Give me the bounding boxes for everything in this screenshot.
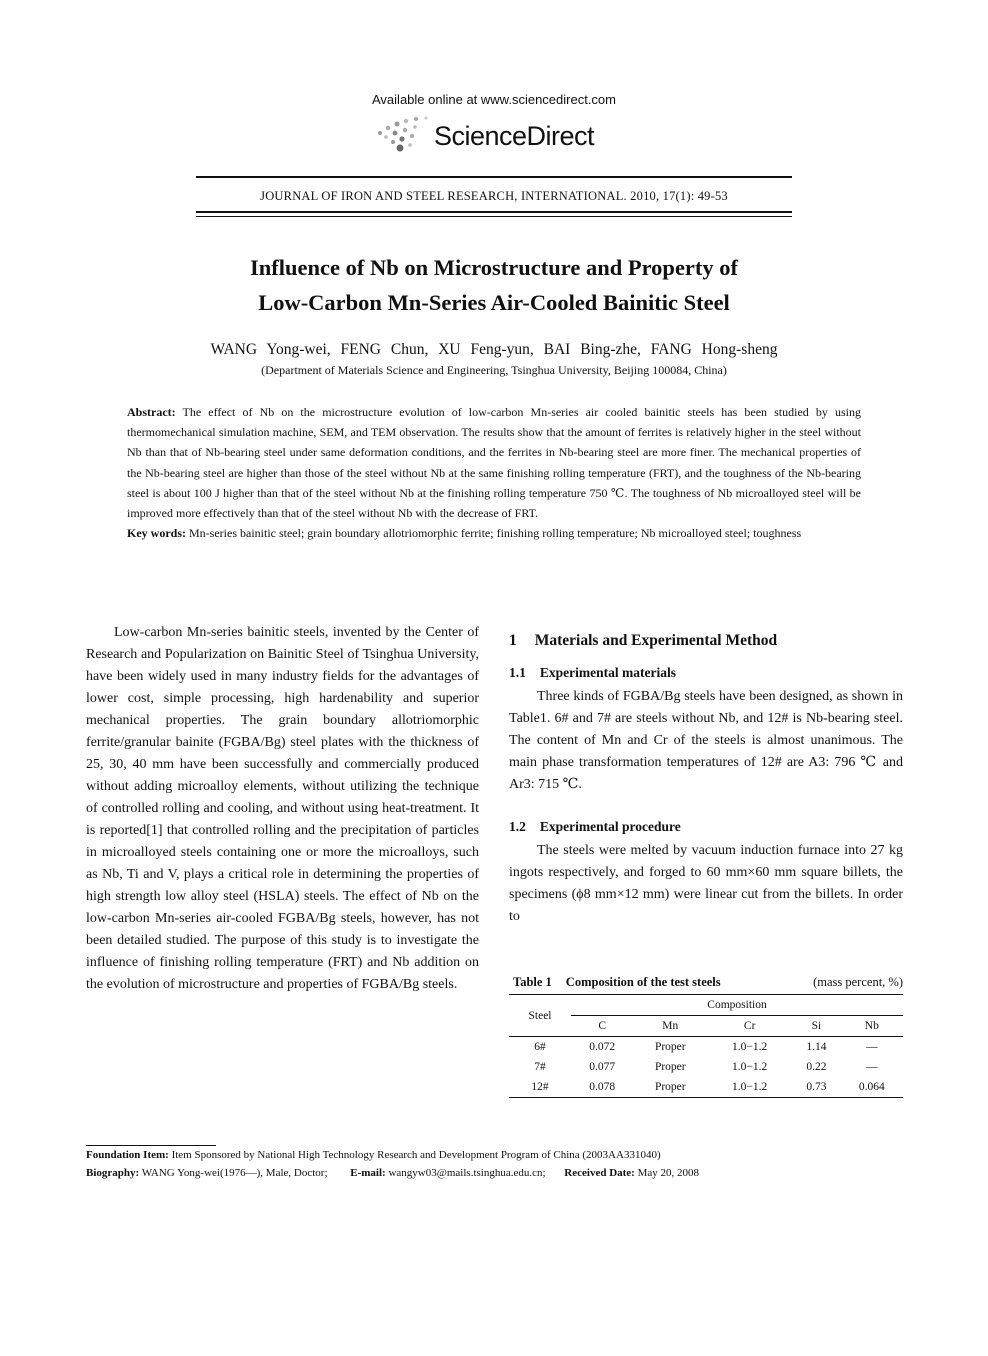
introduction-column: [86, 622, 479, 996]
table-header-c: C: [571, 1016, 633, 1037]
journal-rule-bottom: [196, 211, 792, 213]
author-list: WANG Yong-wei, FENG Chun, XU Feng-yun, BAI Bing-zhe, FANG Hong-sheng: [210, 341, 778, 358]
biography-text: WANG Yong-wei(1976—), Male, Doctor;: [141, 1167, 328, 1179]
footnote-rule: [86, 1145, 216, 1146]
article-title-line2: Low-Carbon Mn-Series Air-Cooled Bainitic Steel: [258, 290, 730, 315]
table-cell: 1.0−1.2: [732, 1041, 768, 1053]
table-header-nb: Nb: [841, 1016, 903, 1037]
table-cell: Proper: [654, 1061, 686, 1073]
table-cell-steel: 6#: [534, 1041, 546, 1053]
table-cell-steel: 12#: [509, 1077, 571, 1098]
abstract-text: The effect of Nb on the microstructure evolution of low-carbon Mn-series air cooled bainitic steels has been studied by using thermomechanical simulation machine, SEM, and TEM observation. The results show that the amount of ferrites is relatively higher in the steel without Nb than that of Nb-bearing steel under same deformation conditions, and the ferrites in Nb-bearing steel are more finer. The mechanical properties of the Nb-bearing steel are higher than those of the steel without Nb at the same finishing rolling temperature (FRT), and the toughness of the Nb-bearing steel is about 100 J higher than that of the steel without Nb at the finishing rolling temperature 750 ℃. The toughness of Nb microalloyed steel will be improved more effectively than that of the steel without Nb with the decrease of FRT.: [127, 405, 861, 521]
abstract-label: Abstract:: [127, 405, 176, 419]
journal-citation: JOURNAL OF IRON AND STEEL RESEARCH, INTERNATIONAL. 2010, 17(1): 49-53: [260, 189, 728, 203]
abstract-paragraph: [127, 402, 861, 523]
foundation-text: Item Sponsored by National High Technology Research and Development Program of China (2003AA331040): [171, 1149, 661, 1161]
section-1-title: Materials and Experimental Method: [534, 632, 778, 649]
author-affiliation: (Department of Materials Science and Engineering, Tsinghua University, Beijing 100084, China): [261, 363, 727, 377]
table-cell: Proper: [633, 1077, 707, 1098]
sciencedirect-logo: [372, 115, 622, 159]
journal-rule-bottom-thin: [196, 216, 792, 217]
foundation-label: Foundation Item:: [86, 1149, 169, 1161]
table-cell: Proper: [654, 1041, 686, 1053]
table-cell: 1.0−1.2: [732, 1061, 768, 1073]
foundation-footnote: [86, 1149, 906, 1161]
table-1-label: Table 1: [513, 975, 552, 989]
table-cell: 0.064: [841, 1077, 903, 1098]
abstract-block: [127, 402, 861, 543]
subsection-1-1-title: Experimental materials: [539, 665, 676, 680]
subsection-1-1-number: 1.1: [509, 665, 526, 680]
section-1-heading: [509, 630, 903, 652]
table-row: [509, 1077, 903, 1098]
table-header-mn: Mn: [633, 1016, 707, 1037]
subsection-1-1-heading: [509, 662, 903, 684]
email-text: wangyw03@mails.tsinghua.edu.cn;: [388, 1167, 546, 1179]
materials-paragraph: Three kinds of FGBA/Bg steels have been designed, as shown in Table1. 6# and 7# are steels without Nb, and 12# is Nb-bearing steel. The content of Mn and Cr of the steels is almost unanimous. The main phase transformation temperatures of 12# are A3: 796 ℃ and Ar3: 715 ℃.: [509, 689, 903, 792]
section-1-number: 1: [509, 632, 517, 649]
methods-column: [509, 630, 903, 928]
article-title-line1: Influence of Nb on Microstructure and Property of: [249, 255, 739, 280]
table-cell: —: [866, 1041, 878, 1053]
table-header-cr: Cr: [707, 1016, 792, 1037]
subsection-1-2-title: Experimental procedure: [539, 819, 681, 834]
table-cell: 1.14: [806, 1041, 827, 1053]
table-cell: —: [866, 1061, 878, 1073]
table-header-steel: Steel: [509, 995, 571, 1037]
composition-table: [509, 994, 903, 1098]
available-online-text: Available online at www.sciencedirect.com: [372, 92, 616, 107]
table-cell: 0.22: [806, 1061, 827, 1073]
received-date-label: Received Date:: [564, 1167, 635, 1179]
sciencedirect-brand: ScienceDirect: [434, 121, 595, 151]
table-header-composition: Composition: [571, 995, 903, 1016]
table-cell: 0.078: [571, 1077, 633, 1098]
keywords-label: Key words:: [127, 526, 186, 541]
biography-label: Biography:: [86, 1167, 140, 1179]
table-cell: 0.072: [589, 1041, 616, 1053]
procedure-paragraph: The steels were melted by vacuum induction furnace into 27 kg ingots respectively, and forged to 60 mm×60 mm square billets, the specimens (ϕ8 mm×12 mm) were linear cut from the billets. In order to: [509, 843, 903, 924]
subsection-1-2-heading: [509, 816, 903, 838]
table-cell: 0.73: [792, 1077, 840, 1098]
email-label: E-mail:: [350, 1167, 386, 1179]
article-title: [120, 250, 868, 320]
biography-footnote: [86, 1167, 906, 1179]
table-row: [509, 1057, 903, 1077]
table-row: [509, 1037, 903, 1058]
introduction-paragraph: Low-carbon Mn-series bainitic steels, invented by the Center of Research and Popularization on Bainitic Steel of Tsinghua University, have been widely used in many industry fields for the advantages of lower cost, simple processing, high hardenability and superior mechanical properties. The grain boundary allotriomorphic ferrite/granular bainite (FGBA/Bg) steel plates with the thickness of 25, 30, 40 mm have been successfully and commercially produced without adding microalloy elements, without utilizing the technique of controlled rolling and cooling, and without using heat-treatment. It is reported[1] that controlled rolling and the precipitation of particles in microalloyed steels containing one or more the microalloys, such as Nb, Ti and V, plays a critical role in determining the properties of high strength low alloy steel (HSLA) steels. The effect of Nb on the low-carbon Mn-series air-cooled FGBA/Bg steels, however, has not been detailed studied. The purpose of this study is to investigate the influence of finishing rolling temperature (FRT) and Nb addition on the evolution of microstructure and properties of FGBA/Bg steels.: [86, 625, 479, 992]
keywords-paragraph: [127, 523, 861, 543]
table-cell: 1.0−1.2: [707, 1077, 792, 1098]
table-1-caption: [513, 975, 903, 990]
subsection-1-2-number: 1.2: [509, 819, 526, 834]
journal-rule-top: [196, 176, 792, 178]
table-header-si: Si: [792, 1016, 840, 1037]
table-cell: 0.077: [589, 1061, 616, 1073]
keywords-text: Mn-series bainitic steel; grain boundary allotriomorphic ferrite; finishing rolling temperature; Nb microalloyed steel; toughness: [189, 526, 802, 541]
table-1-caption-text: Composition of the test steels: [565, 975, 721, 989]
received-date-text: May 20, 2008: [637, 1167, 700, 1179]
sciencedirect-dots-icon: [372, 115, 432, 155]
table-1-unit: (mass percent, %): [813, 975, 903, 989]
table-cell-steel: 7#: [534, 1061, 546, 1073]
